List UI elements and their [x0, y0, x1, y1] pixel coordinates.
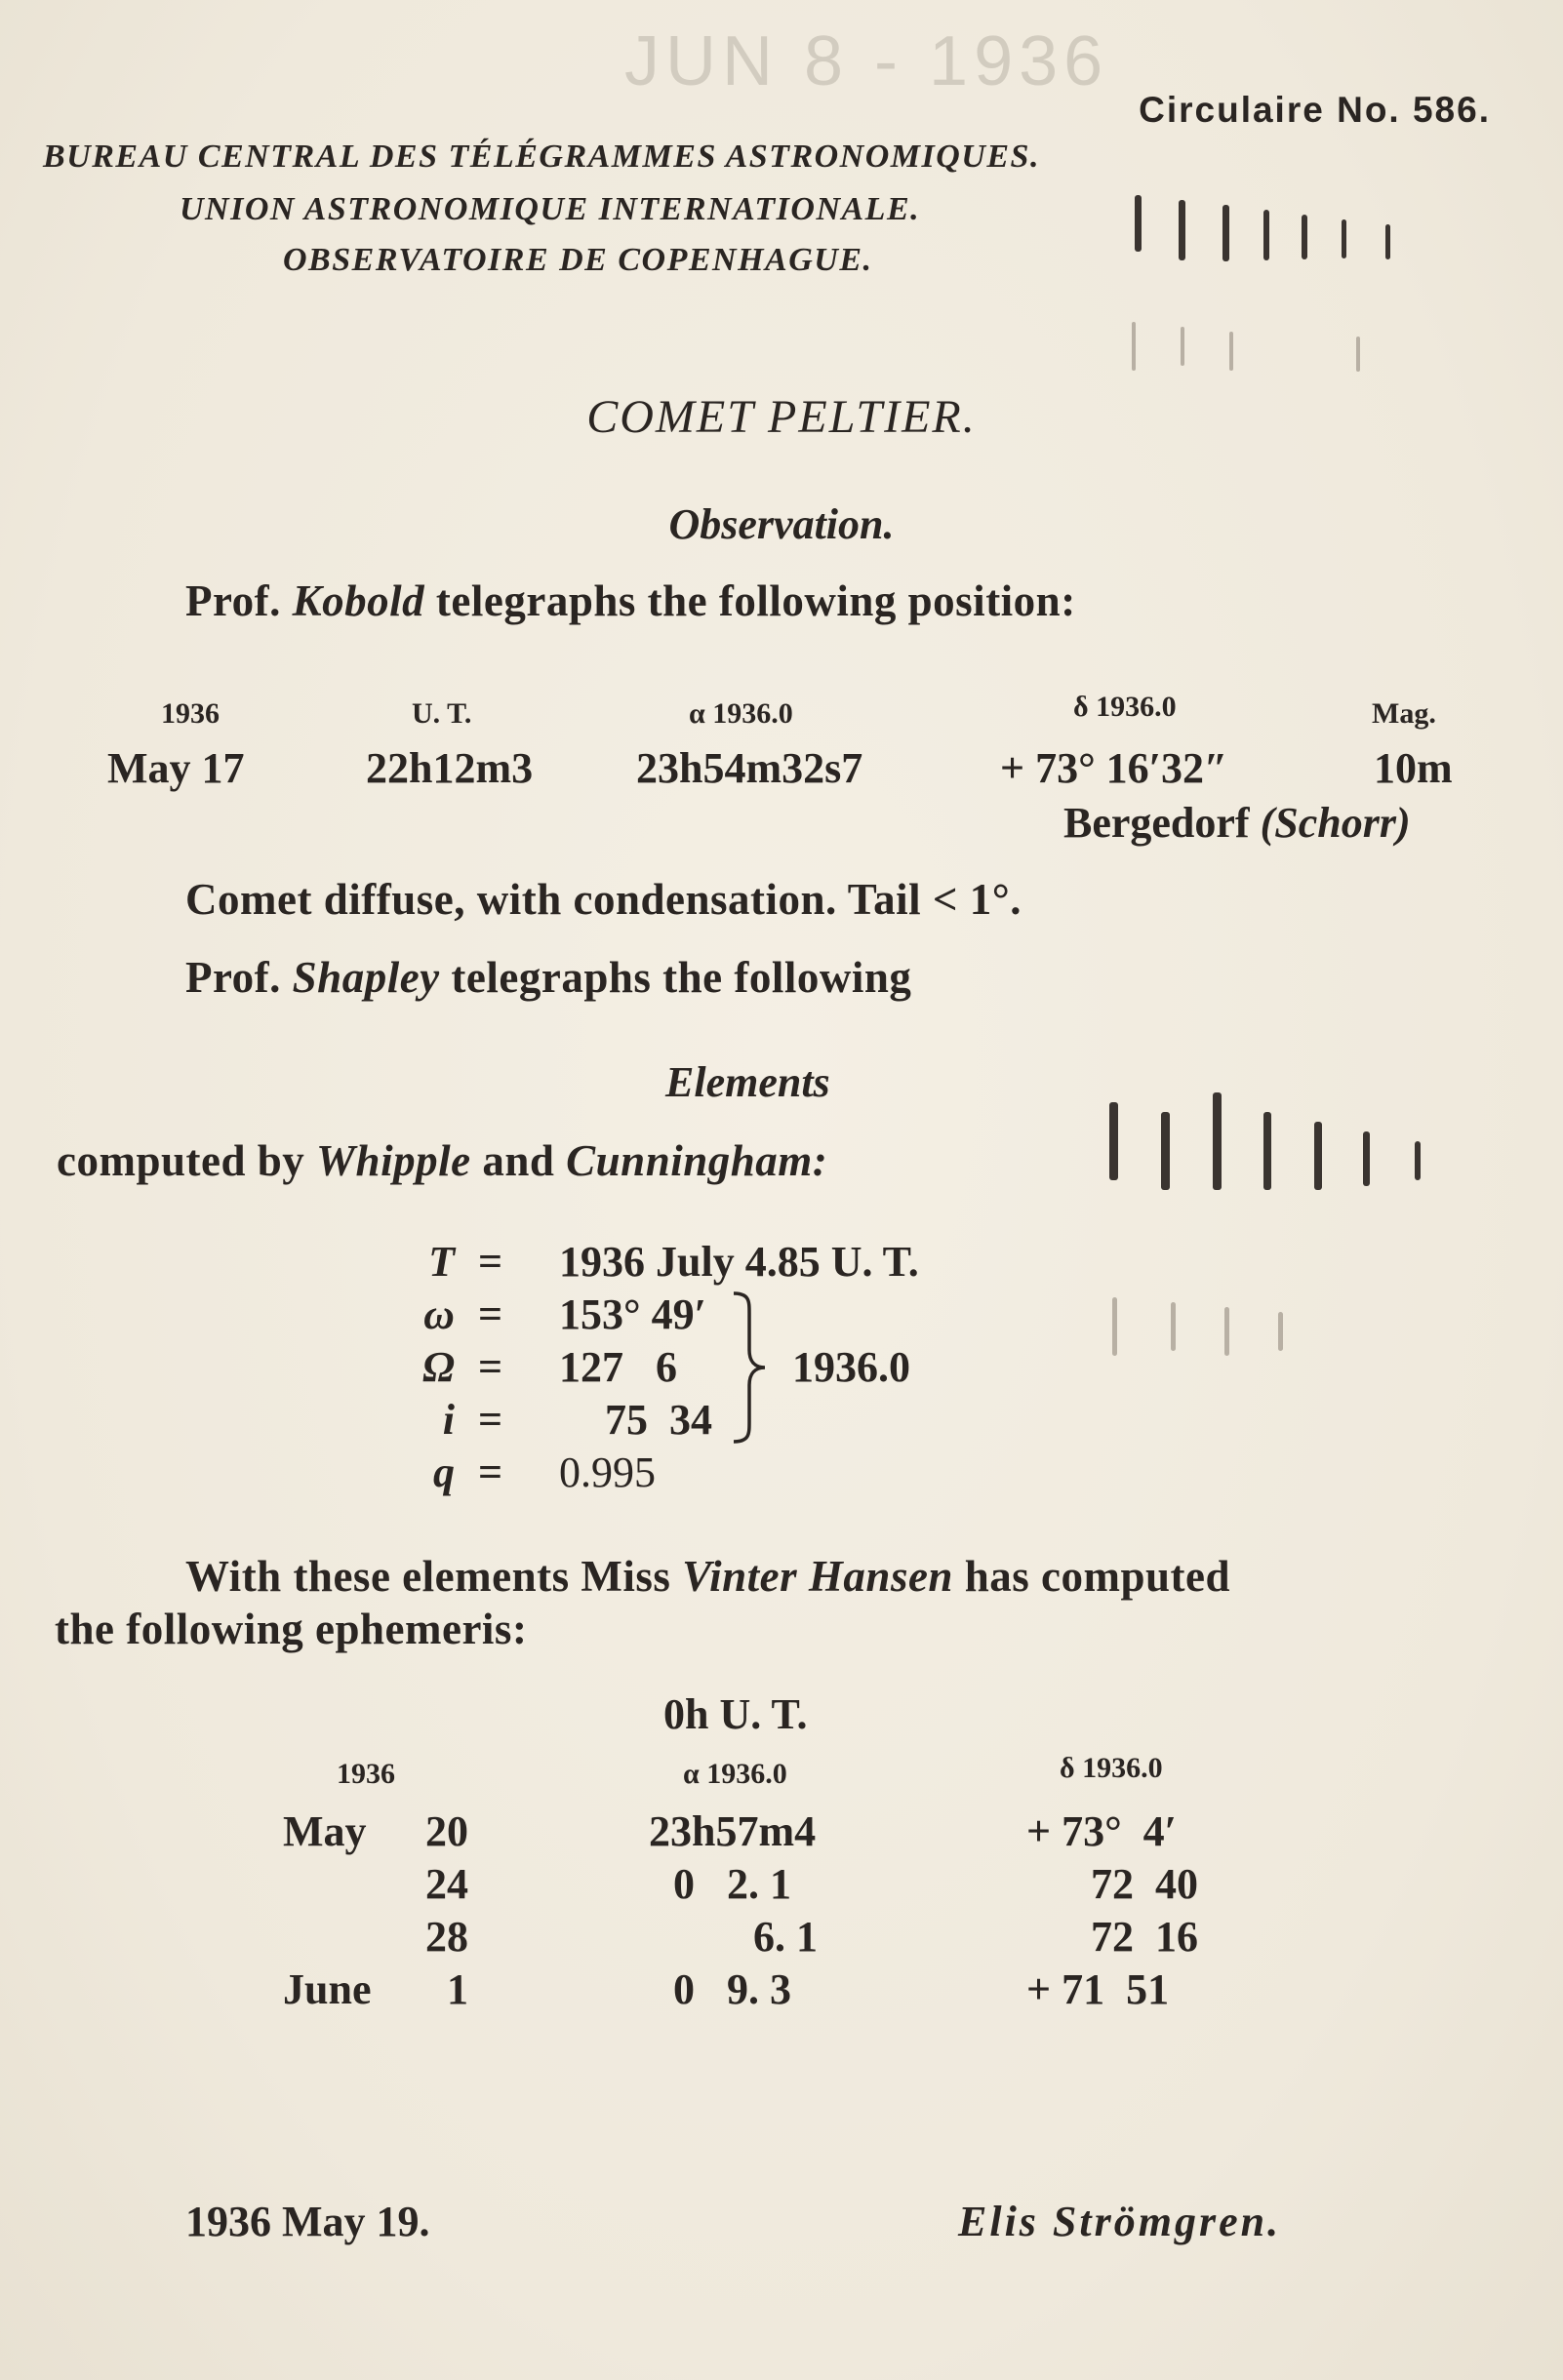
eph-month: June — [283, 1965, 372, 2013]
eph-alpha: 0 9. 3 — [673, 1965, 791, 2013]
header-bureau: BUREAU CENTRAL DES TÉLÉGRAMMES ASTRONOMIQUES. — [43, 139, 1040, 175]
computer-whipple: Whipple — [316, 1136, 471, 1185]
comet-description: Comet diffuse, with condensation. Tail < 1°. — [185, 875, 1022, 924]
observation-heading: Observation. — [668, 500, 895, 548]
element-value: 153° 49′ — [559, 1290, 706, 1338]
element-value: 75 34 — [605, 1396, 712, 1444]
signature-name: Elis Strömgren. — [958, 2198, 1282, 2245]
eph-month: May — [283, 1807, 367, 1855]
computer-vinter-hansen: Vinter Hansen — [682, 1552, 953, 1601]
obs-station: Bergedorf (Schorr) — [1063, 799, 1411, 847]
obs-observer: (Schorr) — [1260, 799, 1411, 847]
circular-title: COMET PELTIER. — [586, 391, 977, 443]
elements-computed-by: computed by Whipple and Cunningham: — [57, 1136, 828, 1185]
col-header-delta: δ 1936.0 — [1073, 691, 1177, 723]
obs-delta: + 73° 16′32″ — [1000, 744, 1228, 792]
element-value: 127 6 — [559, 1343, 677, 1391]
ephemeris-epoch: 0h U. T. — [663, 1690, 808, 1738]
eph-delta: 72 40 — [1091, 1860, 1198, 1908]
obs-alpha: 23h54m32s7 — [636, 744, 863, 792]
eph-col-alpha: α 1936.0 — [683, 1758, 787, 1790]
ephemeris-intro: With these elements Miss Vinter Hansen has computed — [185, 1552, 1230, 1601]
element-symbol: Ω — [422, 1343, 455, 1391]
computer-cunningham: Cunningham: — [566, 1136, 828, 1185]
eph-alpha: 6. 1 — [753, 1913, 818, 1961]
header-observatory: OBSERVATOIRE DE COPENHAGUE. — [283, 242, 873, 278]
obs-magnitude: 10m — [1374, 744, 1453, 792]
element-symbol: q — [433, 1448, 455, 1496]
element-symbol: ω — [423, 1290, 455, 1338]
eph-delta: 72 16 — [1091, 1913, 1198, 1961]
col-header-year: 1936 — [161, 697, 220, 730]
observation-intro: Prof. Kobold telegraphs the following position: — [185, 576, 1076, 625]
header-union: UNION ASTRONOMIQUE INTERNATIONALE. — [180, 191, 921, 227]
elements-heading: Elements — [665, 1058, 830, 1106]
element-symbol: i — [442, 1396, 455, 1444]
curly-brace — [730, 1289, 769, 1446]
eph-alpha: 0 2. 1 — [673, 1860, 791, 1908]
eph-day: 20 — [425, 1807, 468, 1855]
eph-alpha: 23h57m4 — [649, 1807, 817, 1855]
col-header-ut: U. T. — [412, 697, 472, 730]
element-equals: = — [478, 1343, 503, 1391]
obs-ut: 22h12m3 — [366, 744, 534, 792]
element-equals: = — [478, 1238, 503, 1286]
eph-col-year: 1936 — [337, 1758, 395, 1790]
eph-delta: + 73° 4′ — [1026, 1807, 1178, 1855]
element-value: 0.995 — [559, 1448, 656, 1496]
ephemeris-intro-line2: the following ephemeris: — [55, 1605, 528, 1653]
eph-day: 24 — [425, 1860, 468, 1908]
eph-col-delta: δ 1936.0 — [1060, 1752, 1163, 1784]
eph-day: 1 — [447, 1965, 468, 2013]
col-header-alpha: α 1936.0 — [689, 697, 793, 730]
element-equals: = — [478, 1290, 503, 1338]
shapley-intro: Prof. Shapley telegraphs the following — [185, 953, 912, 1002]
obs-date: May 17 — [107, 744, 245, 792]
circular-number: Circulaire No. 586. — [1139, 90, 1491, 130]
observer-name: Kobold — [292, 576, 425, 625]
element-value: 1936 July 4.85 U. T. — [559, 1238, 919, 1286]
issue-date: 1936 May 19. — [185, 2198, 430, 2245]
element-symbol: T — [428, 1238, 455, 1286]
equinox: 1936.0 — [792, 1343, 910, 1391]
received-date-stamp: JUN 8 - 1936 — [624, 22, 1109, 100]
eph-delta: + 71 51 — [1026, 1965, 1170, 2013]
element-equals: = — [478, 1396, 503, 1444]
eph-day: 28 — [425, 1913, 468, 1961]
col-header-mag: Mag. — [1372, 697, 1436, 730]
shapley-name: Shapley — [292, 953, 440, 1002]
element-equals: = — [478, 1448, 503, 1496]
